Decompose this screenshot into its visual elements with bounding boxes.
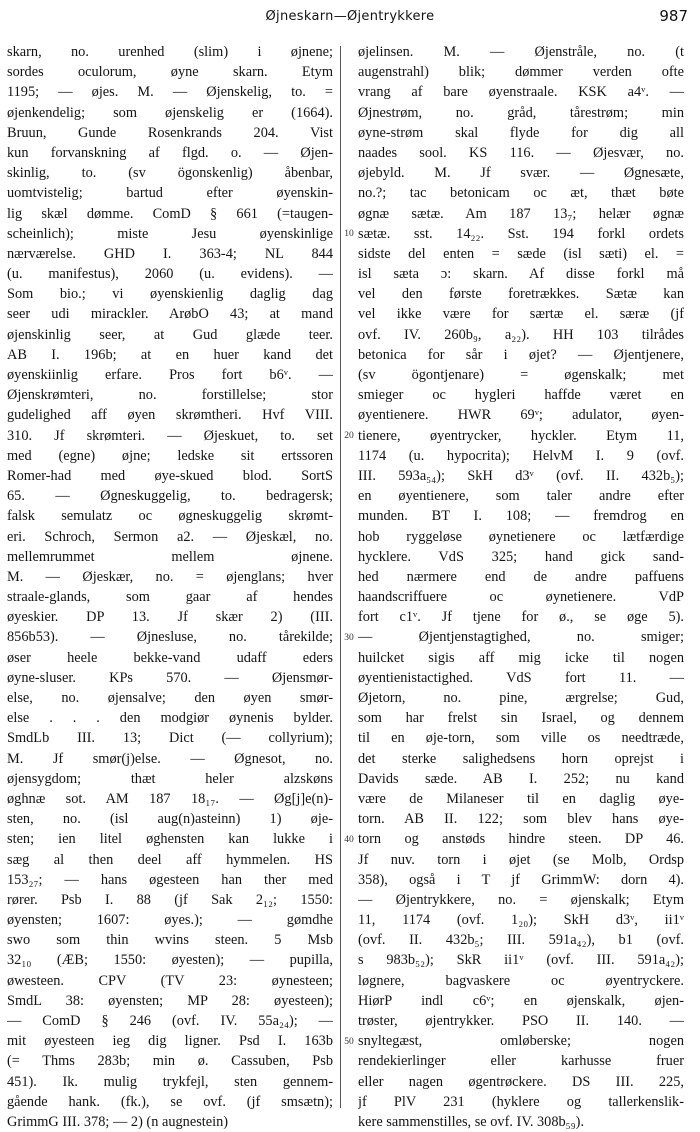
text-line: jf PlV 231 (hyklere og tallerkenslik- — [358, 1093, 684, 1110]
text-line: (sv ögontjenare) = øgenskalk; met — [358, 367, 684, 383]
text-line: med (egne) øjne; ledske sit ertssoren — [7, 447, 333, 464]
text-line: 1174 (u. hypocrita); HelvM I. 9 (ovf. — [358, 447, 684, 464]
line-number-marker: 50 — [344, 1036, 354, 1047]
text-line: — Øjentrykkere, no. = øjenskalk; Etym — [358, 891, 684, 908]
text-line: — Øjentjenstagtighed, no. smiger; — [358, 629, 684, 646]
text-line: øjenkendelig; som øjenskelig er (1664). — [7, 104, 333, 121]
text-line: ovf. IV. 260b₉, a₂₂). HH 103 tilrådes — [358, 326, 684, 343]
text-line: trøster, øjentrykker. PSO II. 140. — — [358, 1013, 684, 1029]
line-number-marker: 30 — [344, 632, 354, 643]
text-line: rendekierlinger eller karhusse fruer — [358, 1053, 684, 1070]
text-line: hycklere. VdS 325; hand gick sand- — [358, 548, 684, 565]
text-line: øser heele bekke-vand udaff eders — [7, 649, 333, 666]
text-line: Romer-had med øye-skued blod. SortS — [7, 467, 333, 484]
text-line: augenstrahl) blik; dømmer verden ofte — [358, 64, 684, 81]
text-line: else, no. øjensalve; den øyen smør- — [7, 690, 333, 706]
text-line: 856b53). — Øjnesluse, no. tårekilde; — [7, 629, 333, 646]
text-line: sætæ. sst. 14₂₂. Sst. 194 forkl ordets — [358, 225, 684, 242]
text-line: gående hank. (fk.), se ovf. (jf smsætn); — [7, 1093, 333, 1110]
text-line: 310. Jf skrømteri. — Øjeskuet, to. set — [7, 427, 333, 444]
text-line: til en øje-torn, som ville os needtræde, — [358, 730, 684, 747]
text-line: det sterke salighedsens horn oprejst i — [358, 750, 684, 767]
text-line: Øjenskrømteri, no. forstillelse; stor — [7, 387, 333, 404]
text-line: øyenskiinlig erfare. Pros fort b6ᵛ. — — [7, 367, 333, 383]
text-line: Øjnestrøm, no. gråd, tårestrøm; min — [358, 104, 684, 121]
text-line: snyltegæst, omløberske; nogen — [358, 1033, 684, 1050]
text-line: rører. Psb I. 88 (jf Sak 2₁₂; 1550: — [7, 891, 333, 908]
text-line: sæg al then deel aff hymmelen. HS — [7, 851, 333, 868]
text-line: øyensten; 1607: øyes.); — gømdhe — [7, 912, 333, 929]
text-line: 1195; — øjes. M. — Øjenskelig, to. = — [7, 84, 333, 101]
running-head: Øjneskarn—Øjentrykkere — [265, 9, 435, 24]
text-line: sten, no. (isl aug(n)asteinn) 1) øje- — [7, 811, 333, 828]
text-line: (u. manifestus), 2060 (u. evidens). — — [7, 266, 333, 283]
text-line: no.?; tac betonicam oc æt, thæt bøte — [358, 185, 684, 202]
text-line: seer udi mirackler. ArøbO 43; at mand — [7, 306, 333, 323]
text-line: hob ryggeløse øynetienere oc lætfærdige — [358, 528, 684, 545]
text-line: hed nærmere end de andre paffuens — [358, 568, 684, 585]
line-number-marker: 40 — [344, 834, 354, 845]
text-line: Som bio.; vi øyenskienlig daglig dag — [7, 286, 333, 303]
text-line: eri. Schroch, Sermon a2. — Øjeskæl, no. — [7, 528, 333, 545]
text-line: skarn, no. urenhed (slim) i øjnene; — [7, 44, 333, 60]
text-line: løgnere, bagvaskere oc øyentryckere. — [358, 972, 684, 989]
text-line: vrang af bare øyenstraale. KSK a4ᵛ. — — [358, 84, 684, 101]
text-line: 358), også i T jf GrimmW: dorn 4). — [358, 871, 684, 888]
text-line: 32₁₀ (ÆB; 1550: øyesten); — pupilla, — [7, 952, 333, 969]
text-line: øjebyld. M. Jf svær. — Øgnesæte, — [358, 165, 684, 182]
text-line: eller nagen øgentrøckere. DS III. 225, — [358, 1073, 684, 1090]
text-line: fort c1ᵛ. Jf tjene for ø., se øge 5). — [358, 609, 684, 626]
text-line: (= Thms 283b; min ø. Cassuben, Psb — [7, 1053, 333, 1070]
text-line: øjensygdom; thæt heler alzskøns — [7, 770, 333, 787]
text-line: øjelinsen. M. — Øjenstråle, no. (t — [358, 44, 684, 60]
text-line: øghnæ sot. AM 187 18₁₇. — Øg[j]e(n)- — [7, 790, 333, 807]
text-line: øgnæ sætæ. Am 187 13₇; helær øgnæ — [358, 205, 684, 222]
page-number: 987 — [659, 7, 688, 25]
text-line: munden. BT I. 108; — fremdrog en — [358, 508, 684, 525]
text-line: M. — Øjeskær, no. = øjenglans; hver — [7, 568, 333, 585]
text-line: 451). Ik. mulig trykfejl, sten gennem- — [7, 1073, 333, 1090]
text-line: falsk semulatz oc øgneskuggelig skrømt- — [7, 508, 333, 525]
line-number-marker: 20 — [344, 430, 354, 441]
text-line: scheinlich); miste Jesu øyenskinlige — [7, 225, 333, 242]
text-line: haandscriffuere oc øynetienere. VdP — [358, 589, 684, 606]
text-line: mit øyesteen ieg dig ligner. Psd I. 163b — [7, 1033, 333, 1050]
text-line: lig skæl dømme. ComD § 661 (=taugen- — [7, 205, 333, 222]
text-line: SmdLb III. 13; Dict (— collyrium); — [7, 730, 333, 747]
text-line: vel ikke være for særtæ el. særæ (jf — [358, 306, 684, 323]
text-line: — ComD § 246 (ovf. IV. 55a₂₄); — — [7, 1013, 333, 1029]
text-line: huilcket sigis aff mig icke til nogen — [358, 649, 684, 666]
text-line: straale-glands, som gaar af hendes — [7, 589, 333, 606]
text-line: HiørP indl c6ᵛ; en øjenskalk, øjen- — [358, 992, 684, 1009]
text-line: Bruun, Gunde Rosenkrands 204. Vist — [7, 124, 333, 141]
text-line: torn. AB II. 122; som blev hans øye- — [358, 811, 684, 828]
left-column — [7, 42, 333, 1132]
text-line: øyeskier. DP 13. Jf skær 2) (III. — [7, 609, 333, 626]
text-line: øyne-sluser. KPs 570. — Øjensmør- — [7, 669, 333, 686]
text-line: III. 593a₅₄); SkH d3ᵛ (ovf. II. 432b₅); — [358, 467, 684, 484]
line-number-marker: 10 — [344, 228, 354, 239]
text-line: 11, 1174 (ovf. 1₂₀); SkH d3ᵛ, ii1ᵛ — [358, 912, 684, 929]
text-line: øyentienistactighed. VdS fort 11. — — [358, 669, 684, 686]
right-column — [358, 42, 684, 1132]
text-line: AB I. 196b; at en huer kand det — [7, 346, 333, 363]
text-line: uomtvistelig; bartud efter øyenskin- — [7, 185, 333, 202]
text-line: sidste del enten = sæde (isl sæti) el. = — [358, 245, 684, 262]
text-line: en øyentienere, som taler andre efter — [358, 488, 684, 505]
text-line: vel den første foretrækkes. Sætæ kan — [358, 286, 684, 303]
text-line: smieger oc hygleri haffde været en — [358, 387, 684, 404]
text-line: Øjetorn, no. pine, ærgrelse; Gud, — [358, 690, 684, 706]
text-line: øyne-strøm skal flyde for dig all — [358, 124, 684, 141]
text-line: 65. — Øgneskuggelig, to. bedragersk; — [7, 488, 333, 505]
text-line: GrimmG III. 378; — 2) (n augnestein) — [7, 1113, 229, 1130]
text-line: sordes oculorum, øyne skarn. Etym — [7, 64, 333, 81]
text-line: torn og anstøds hindre steen. DP 46. — [358, 831, 684, 848]
column-divider — [340, 46, 341, 1108]
text-line: (ovf. II. 432b₅; III. 591a₄₂), b1 (ovf. — [358, 932, 684, 949]
text-line: sten; ien litel øghensten kan lukke i — [7, 831, 333, 848]
text-line: naades sool. KS 116. — Øjesvær, no. — [358, 144, 684, 161]
text-line: kun forvanskning af flgd. o. — Øjen- — [7, 144, 333, 161]
text-line: else . . . den modgiør øynenis bylder. — [7, 710, 333, 727]
text-line: SmdL 38: øyensten; MP 28: øyesteen); — [7, 992, 333, 1009]
text-line: nærværelse. GHD I. 363-4; NL 844 — [7, 245, 333, 262]
text-line: Davids sæde. AB I. 252; nu kand — [358, 770, 684, 787]
text-line: øyentienere. HWR 69ᵛ; adulator, øyen- — [358, 407, 684, 424]
text-line: betonica for sår i øjet? — Øjentjenere, — [358, 346, 684, 363]
text-line: skinlig, to. (sv ögonskenlig) åbenbar, — [7, 165, 333, 182]
text-line: være de Milaneser til en daglig øye- — [358, 790, 684, 807]
text-line: gudelighed aff øyen skrømtheri. Hvf VIII. — [7, 407, 333, 424]
text-line: mellemrummet mellem øjnene. — [7, 548, 333, 565]
text-line: s 983b₅₂); SkR ii1ᵛ (ovf. III. 591a₄₂); — [358, 952, 684, 969]
text-line: 153₂₇; — hans øgesteen han ther med — [7, 871, 333, 888]
text-line: øwesteen. CPV (TV 23: øynesteen; — [7, 972, 333, 989]
text-line: Jf nuv. torn i øjet (se Molb, Ordsp — [358, 851, 684, 868]
page-header — [0, 7, 700, 29]
text-line: som har frelst sin Israel, og dennem — [358, 710, 684, 727]
text-line: tienere, øyentrycker, hyckler. Etym 11, — [358, 427, 684, 444]
text-line: øjenskinlig seer, at Gud glæde teer. — [7, 326, 333, 343]
text-line: isl sæta ɔ: skarn. Af disse forkl må — [358, 266, 684, 283]
text-line: M. Jf smør(j)else. — Øgnesot, no. — [7, 750, 333, 767]
text-line: swo som thin wvins steen. 5 Msb — [7, 932, 333, 949]
text-line: kere sammenstilles, se ovf. IV. 308b₅₉). — [358, 1113, 585, 1130]
